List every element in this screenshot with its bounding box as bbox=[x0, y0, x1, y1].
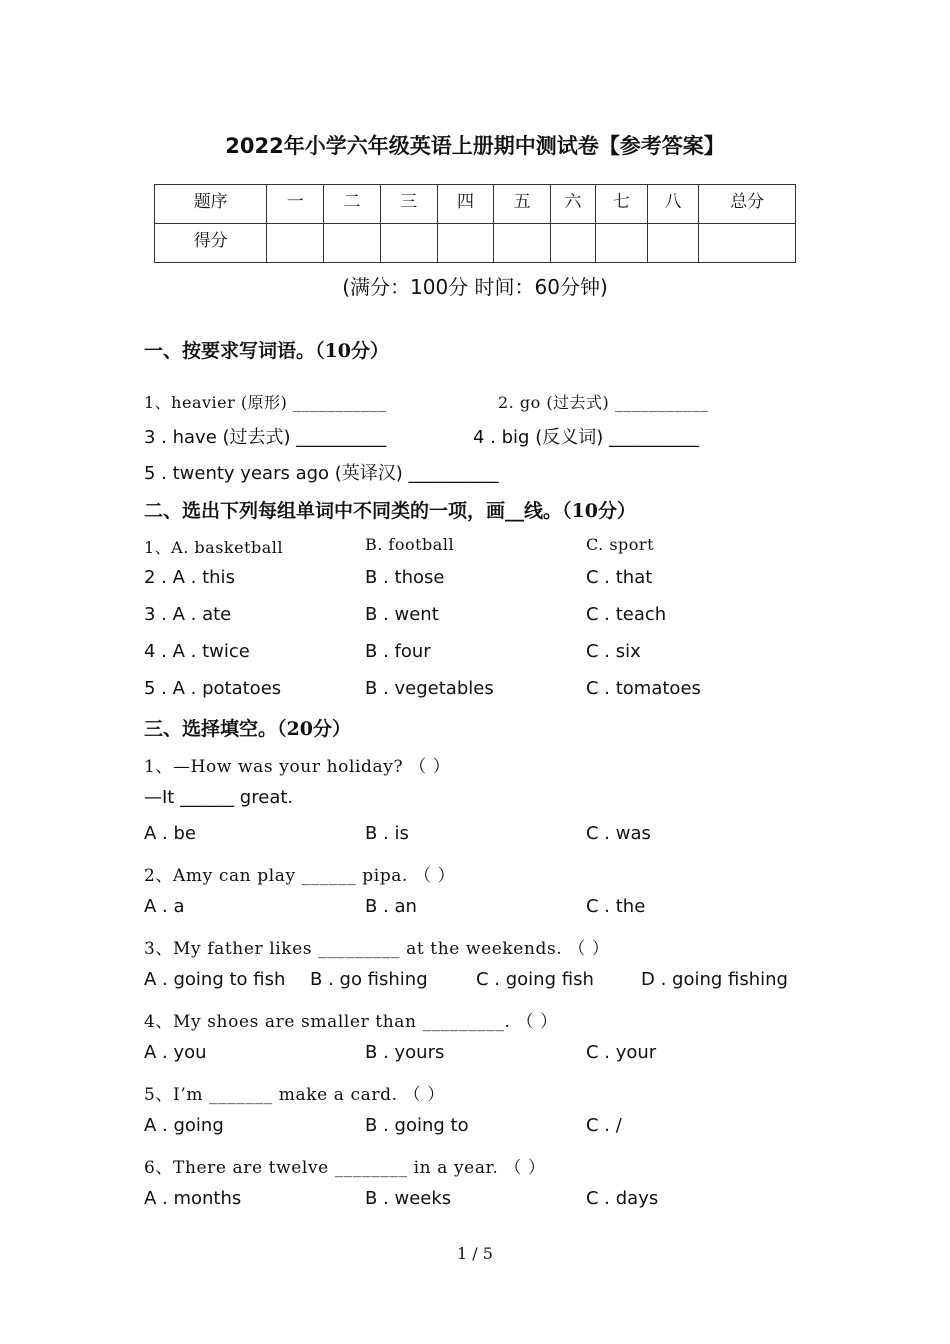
score-header-cell: 七 bbox=[595, 185, 647, 224]
score-header-cell: 总分 bbox=[699, 185, 796, 224]
exam-info: (满分：100分 时间：60分钟) bbox=[342, 275, 608, 299]
option-2-2-b: B . those bbox=[365, 567, 445, 588]
option-3-6-c: C . days bbox=[586, 1188, 659, 1209]
question-3-5-stem: 5、I’m _______ make a card. （ ） bbox=[144, 1085, 445, 1105]
option-3-4-b: B . yours bbox=[365, 1042, 445, 1063]
option-3-1-a: A . be bbox=[144, 823, 196, 844]
section-1-heading bbox=[144, 336, 389, 363]
question-3-3-stem: 3、My father likes _________ at the weekends. （ ） bbox=[144, 939, 610, 959]
score-header-cell: 六 bbox=[551, 185, 596, 224]
score-header-cell: 一 bbox=[267, 185, 324, 224]
option-3-1-b: B . is bbox=[365, 823, 409, 844]
score-cell[interactable] bbox=[699, 224, 796, 263]
option-2-4-a: 4 . A . twice bbox=[144, 641, 250, 662]
question-1-4: 4 . big (反义词) __________ bbox=[473, 427, 699, 448]
score-table-header-row bbox=[155, 185, 796, 224]
option-3-3-a: A . going to fish bbox=[144, 969, 286, 990]
page-number: 1 / 5 bbox=[457, 1244, 493, 1263]
option-3-5-b: B . going to bbox=[365, 1115, 469, 1136]
option-2-2-c: C . that bbox=[586, 567, 653, 588]
option-2-5-b: B . vegetables bbox=[365, 678, 494, 699]
option-3-3-b: B . go fishing bbox=[310, 969, 428, 990]
score-row-label: 得分 bbox=[155, 224, 267, 263]
question-1-2: 2. go (过去式) ___________ bbox=[498, 393, 709, 412]
option-3-5-c: C . / bbox=[586, 1115, 622, 1136]
score-header-cell: 五 bbox=[494, 185, 551, 224]
section-1-score: （10分） bbox=[315, 340, 389, 362]
option-2-5-a: 5 . A . potatoes bbox=[144, 678, 282, 699]
question-1-5: 5 . twenty years ago (英译汉) __________ bbox=[144, 463, 499, 484]
option-3-2-b: B . an bbox=[365, 896, 417, 917]
score-cell[interactable] bbox=[595, 224, 647, 263]
score-cell[interactable] bbox=[380, 224, 437, 263]
score-cell[interactable] bbox=[437, 224, 494, 263]
section-3-title: 三、选择填空。 bbox=[144, 718, 278, 740]
option-2-4-c: C . six bbox=[586, 641, 641, 662]
question-3-1-stem2: —It ______ great. bbox=[144, 787, 294, 808]
score-header-cell: 八 bbox=[647, 185, 699, 224]
score-cell[interactable] bbox=[494, 224, 551, 263]
option-2-3-c: C . teach bbox=[586, 604, 667, 625]
option-2-5-c: C . tomatoes bbox=[586, 678, 701, 699]
score-header-cell: 二 bbox=[324, 185, 381, 224]
page-title: 2022年小学六年级英语上册期中测试卷【参考答案】 bbox=[225, 134, 725, 158]
section-3-score: （20分） bbox=[277, 718, 351, 740]
option-2-3-b: B . went bbox=[365, 604, 439, 625]
score-cell[interactable] bbox=[267, 224, 324, 263]
question-3-6-stem: 6、There are twelve ________ in a year. （ ） bbox=[144, 1158, 546, 1178]
option-3-4-a: A . you bbox=[144, 1042, 207, 1063]
section-1-title: 一、按要求写词语。 bbox=[144, 340, 316, 362]
section-2-title: 二、选出下列每组单词中不同类的一项，画__线。 bbox=[144, 500, 563, 522]
option-3-4-c: C . your bbox=[586, 1042, 657, 1063]
question-1-1: 1、heavier (原形) ___________ bbox=[144, 393, 387, 412]
score-cell[interactable] bbox=[647, 224, 699, 263]
score-table bbox=[154, 184, 796, 263]
section-2-score: （10分） bbox=[562, 500, 636, 522]
score-cell[interactable] bbox=[551, 224, 596, 263]
option-2-1-b: B. football bbox=[365, 535, 455, 554]
option-2-1-a: 1、A. basketball bbox=[144, 538, 284, 557]
section-3-heading bbox=[144, 714, 351, 741]
option-3-3-c: C . going fish bbox=[476, 969, 594, 990]
question-3-4-stem: 4、My shoes are smaller than _________. （ ） bbox=[144, 1012, 558, 1032]
option-2-2-a: 2 . A . this bbox=[144, 567, 235, 588]
option-3-2-a: A . a bbox=[144, 896, 185, 917]
question-3-2-stem: 2、Amy can play ______ pipa. （ ） bbox=[144, 866, 456, 886]
option-3-2-c: C . the bbox=[586, 896, 646, 917]
option-3-6-a: A . months bbox=[144, 1188, 242, 1209]
option-2-4-b: B . four bbox=[365, 641, 431, 662]
score-header-cell: 三 bbox=[380, 185, 437, 224]
question-1-3: 3 . have (过去式) __________ bbox=[144, 427, 387, 448]
score-header-cell: 题序 bbox=[155, 185, 267, 224]
option-3-3-d: D . going fishing bbox=[641, 969, 788, 990]
score-cell[interactable] bbox=[324, 224, 381, 263]
score-table-score-row bbox=[155, 224, 796, 263]
option-3-5-a: A . going bbox=[144, 1115, 224, 1136]
question-3-1-stem: 1、—How was your holiday? （ ） bbox=[144, 757, 451, 777]
option-2-3-a: 3 . A . ate bbox=[144, 604, 232, 625]
option-3-1-c: C . was bbox=[586, 823, 651, 844]
option-3-6-b: B . weeks bbox=[365, 1188, 452, 1209]
option-2-1-c: C. sport bbox=[586, 535, 655, 554]
section-2-heading bbox=[144, 496, 636, 523]
score-header-cell: 四 bbox=[437, 185, 494, 224]
